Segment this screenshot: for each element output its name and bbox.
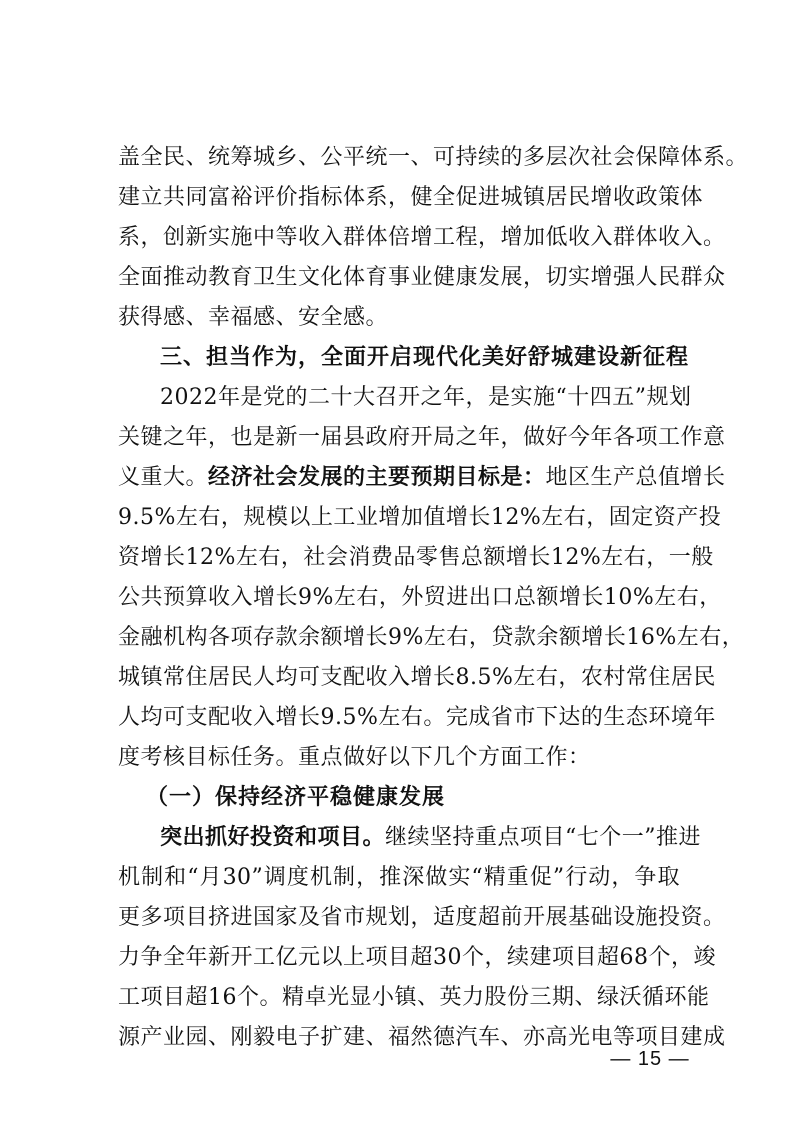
investment-text-line: 源产业园、刚毅电子扩建、福然德汽车、亦高光电等项目建成 <box>118 1025 726 1050</box>
goals-bold-lead: 经济社会发展的主要预期目标是： <box>208 465 546 490</box>
body-text-line: 盖全民、统筹城乡、公平统一、可持续的多层次社会保障体系。 <box>118 145 749 170</box>
body-text-line: 全面推动教育卫生文化体育事业健康发展，切实增强人民群众 <box>118 265 726 290</box>
subsection-heading: （一）保持经济平稳健康发展 <box>146 785 446 810</box>
investment-text-line: 力争全年新开工亿元以上项目超30个，续建项目超68个，竣 <box>118 945 716 970</box>
goals-text-line: 资增长12%左右，社会消费品零售总额增长12%左右，一般 <box>118 545 714 570</box>
investment-text-rest: 继续坚持重点项目“七个一”推进 <box>385 825 702 850</box>
goals-text-line: 9.5%左右，规模以上工业增加值增长12%左右，固定资产投 <box>118 505 722 530</box>
investment-bold-lead: 突出抓好投资和项目。 <box>160 825 386 850</box>
goals-text-suffix: 地区生产总值增长 <box>545 465 726 490</box>
investment-text-line: 工项目超16个。精卓光显小镇、英力股份三期、绿沃循环能 <box>118 985 710 1010</box>
goals-text-line: 公共预算收入增长9%左右，外贸进出口总额增长10%左右， <box>118 585 722 610</box>
body-text-line: 建立共同富裕评价指标体系，健全促进城镇居民增收政策体 <box>118 185 704 210</box>
investment-text-line: 机制和“月30”调度机制，推深做实“精重促”行动，争取 <box>118 865 680 890</box>
goals-text-line: 金融机构各项存款余额增长9%左右，贷款余额增长16%左右， <box>118 625 745 650</box>
page-number: — 15 — <box>610 1048 690 1070</box>
goals-text-line: 2022年是党的二十大召开之年，是实施“十四五”规划 <box>160 385 692 410</box>
goals-text-prefix: 义重大。 <box>118 465 209 490</box>
investment-text-line <box>160 818 702 858</box>
goals-text-line: 关键之年，也是新一届县政府开局之年，做好今年各项工作意 <box>118 425 726 450</box>
goals-text-line <box>118 458 726 498</box>
goals-text-line: 城镇常住居民人均可支配收入增长8.5%左右，农村常住居民 <box>118 665 716 690</box>
body-text-line: 系，创新实施中等收入群体倍增工程，增加低收入群体收入。 <box>118 225 726 250</box>
investment-text-line: 更多项目挤进国家及省市规划，适度超前开展基础设施投资。 <box>118 905 726 930</box>
section-heading: 三、担当作为，全面开启现代化美好舒城建设新征程 <box>160 345 690 370</box>
goals-text-line: 度考核目标任务。重点做好以下几个方面工作： <box>118 745 591 770</box>
goals-text-line: 人均可支配收入增长9.5%左右。完成省市下达的生态环境年 <box>118 705 716 730</box>
body-text-line: 获得感、幸福感、安全感。 <box>118 305 389 330</box>
